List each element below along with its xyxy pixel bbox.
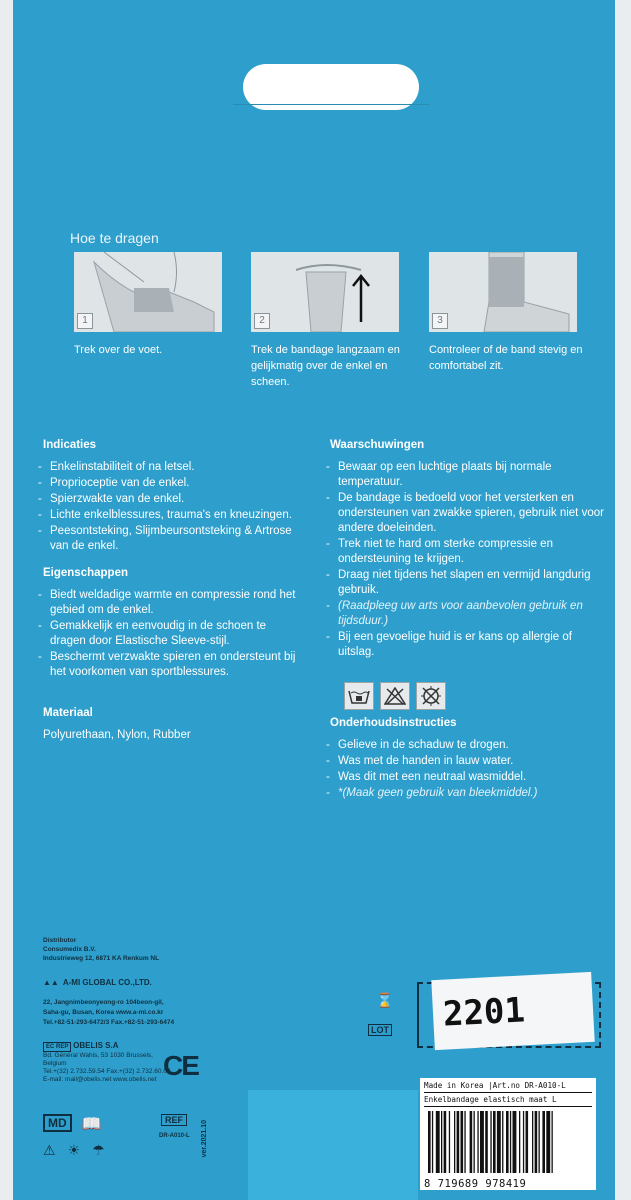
distributor-info: Distributor Consumedix B.V. Industrieweg 12, 6871 KA Renkum NL — [43, 937, 160, 962]
ref-value: DR-A010-L — [159, 1133, 190, 1139]
keep-dry-icon: ☂ — [92, 1142, 105, 1158]
barcode-bar — [546, 1111, 550, 1173]
barcode-bar — [477, 1111, 478, 1173]
barcode-bar — [490, 1111, 491, 1173]
barcode — [424, 1111, 592, 1173]
barcode-bar — [474, 1111, 475, 1173]
list-item: - Spierzwakte van de enkel. — [30, 492, 300, 507]
barcode-bar — [513, 1111, 517, 1173]
manufacturer-address: 22, Jangnimbeonyeong-ro 104beon-gil, Saha-gu, Busan, Korea www.a-mi.co.kr Tel.+82-51-293-6472/3 Fax.+82-51-293-6474 — [43, 999, 175, 1026]
step-number: 3 — [432, 313, 448, 329]
list-item: - Proprioceptie van de enkel. — [30, 476, 300, 491]
use-by-icon: ⌛ — [376, 992, 394, 1008]
hang-tab-fold — [233, 104, 429, 111]
ankle-brace-icon — [429, 252, 577, 332]
warning-symbols — [43, 1142, 105, 1159]
version-label: ver.2021.10 — [201, 1120, 208, 1158]
medical-device-mark: MD — [43, 1114, 72, 1132]
barcode-bar — [493, 1111, 496, 1173]
label-backing — [248, 1090, 418, 1200]
foot-sleeve-icon — [74, 252, 222, 332]
waarschuwingen-list — [318, 460, 608, 660]
barcode-bar — [441, 1111, 442, 1173]
barcode-bar — [470, 1111, 473, 1173]
barcode-bar — [457, 1111, 460, 1173]
box-edge-left — [0, 0, 13, 1200]
barcode-bar — [428, 1111, 431, 1173]
no-bleach-icon — [380, 682, 410, 710]
onderhoud-title: Onderhoudsinstructies — [330, 717, 457, 729]
instructions-icon: 📖 — [81, 1116, 102, 1133]
pull-up-icon — [251, 252, 399, 332]
barcode-bar — [502, 1111, 503, 1173]
manufacturer-name: ▲▲ A-MI GLOBAL CO.,LTD. — [43, 978, 152, 987]
label-line-2: Enkelbandage elastisch maat L — [424, 1095, 557, 1104]
label-line-1: Made in Korea |Art.no DR-A010-L — [424, 1081, 566, 1090]
usage-note: - (Raadpleeg uw arts voor aanbevolen gebruik en tijdsduur.) — [318, 599, 608, 629]
ec-rep-info: EC REP OBELIS S.A Bd. Général Wahis, 53 1030 Brussels, Belgium Tel.+(32) 2.732.59.54 Fax.+(32) 2.732.60.03 E-mail: mail@obelis.net www.obelis.net — [43, 1041, 171, 1083]
list-item: - Draag niet tijdens het slapen en vermijd langdurig gebruik. — [318, 568, 608, 598]
barcode-bar — [519, 1111, 520, 1173]
barcode-bar — [552, 1111, 553, 1173]
step-3-caption: Controleer of de band stevig en comfortabel zit. — [429, 344, 583, 372]
package-back — [13, 0, 615, 1200]
barcode-bar — [485, 1111, 488, 1173]
box-edge-right — [615, 0, 631, 1200]
step-number: 2 — [254, 313, 270, 329]
left-column — [30, 438, 300, 743]
bleach-note: - *(Maak geen gebruik van bleekmiddel.) — [318, 786, 608, 801]
list-item: - Bewaar op een luchtige plaats bij normale temperatuur. — [318, 460, 608, 490]
list-item: - Peesontsteking, Slijmbeursontsteking & Artrose van de enkel. — [30, 524, 300, 554]
care-symbols — [318, 682, 608, 710]
onderhoud-list — [318, 738, 608, 801]
barcode-bar — [542, 1111, 545, 1173]
eigenschappen-title: Eigenschappen — [43, 567, 128, 579]
indicaties-title: Indicaties — [43, 439, 97, 451]
barcode-bar — [464, 1111, 465, 1173]
list-item: - Biedt weldadige warmte en compressie rond het gebied om de enkel. — [30, 588, 300, 618]
barcode-bar — [449, 1111, 450, 1173]
barcode-bar — [497, 1111, 501, 1173]
keep-away-sunlight-icon: ☀ — [67, 1142, 81, 1158]
ref-mark: REF — [161, 1114, 187, 1126]
barcode-bar — [523, 1111, 524, 1173]
barcode-bar — [444, 1111, 447, 1173]
list-item: - Lichte enkelblessures, trauma's en kneuzingen. — [30, 508, 300, 523]
list-item: - Was dit met een neutraal wasmiddel. — [318, 770, 608, 785]
eigenschappen-list — [30, 588, 300, 680]
barcode-number: 8 719689 978419 — [424, 1178, 527, 1190]
barcode-bar — [454, 1111, 455, 1173]
step-3-illustration — [429, 252, 577, 332]
list-item: - Beschermt verzwakte spieren en ondersteunt bij het voorkomen van sportblessures. — [30, 650, 300, 680]
indicaties-list — [30, 460, 300, 554]
symbol-row — [43, 1114, 102, 1134]
ce-mark: CE — [163, 1050, 198, 1081]
barcode-bar — [532, 1111, 533, 1173]
barcode-bar — [461, 1111, 464, 1173]
barcode-bar — [480, 1111, 484, 1173]
how-to-wear-title: Hoe te dragen — [70, 230, 159, 246]
list-item: - Was met de handen in lauw water. — [318, 754, 608, 769]
lot-number: 2201 — [431, 972, 594, 1050]
list-item: - Gelieve in de schaduw te drogen. — [318, 738, 608, 753]
list-item: - Bij een gevoelige huid is er kans op allergie of uitslag. — [318, 630, 608, 660]
right-column — [318, 438, 608, 813]
step-number: 1 — [77, 313, 93, 329]
hand-wash-icon — [344, 682, 374, 710]
step-1-caption: Trek over de voet. — [74, 344, 163, 356]
list-item: - Enkelinstabiliteit of na letsel. — [30, 460, 300, 475]
barcode-bar — [510, 1111, 511, 1173]
materiaal-text: Polyurethaan, Nylon, Rubber — [43, 729, 191, 741]
barcode-bar — [506, 1111, 509, 1173]
do-not-tumble-dry-icon — [416, 682, 446, 710]
step-2-illustration — [251, 252, 399, 332]
barcode-bar — [526, 1111, 529, 1173]
step-1-illustration — [74, 252, 222, 332]
step-2-caption: Trek de bandage langzaam en gelijkmatig over de enkel en scheen. — [251, 344, 400, 388]
materiaal-title: Materiaal — [43, 707, 93, 719]
list-item: - Gemakkelijk en eenvoudig in de schoen te dragen door Elastische Sleeve-stijl. — [30, 619, 300, 649]
waarschuwingen-title: Waarschuwingen — [330, 439, 425, 451]
barcode-bar — [535, 1111, 538, 1173]
lot-mark: LOT — [368, 1024, 392, 1036]
list-item: - De bandage is bedoeld voor het versterken en ondersteunen van zwakke spieren, gebruik niet voor andere doeleinden. — [318, 491, 608, 536]
barcode-bar — [539, 1111, 540, 1173]
caution-icon: ⚠ — [43, 1142, 56, 1158]
barcode-bar — [436, 1111, 440, 1173]
factory-icon: ▲▲ — [43, 978, 59, 987]
barcode-bar — [432, 1111, 433, 1173]
list-item: - Trek niet te hard om sterke compressie en ondersteuning te krijgen. — [318, 537, 608, 567]
barcode-label — [420, 1078, 596, 1190]
